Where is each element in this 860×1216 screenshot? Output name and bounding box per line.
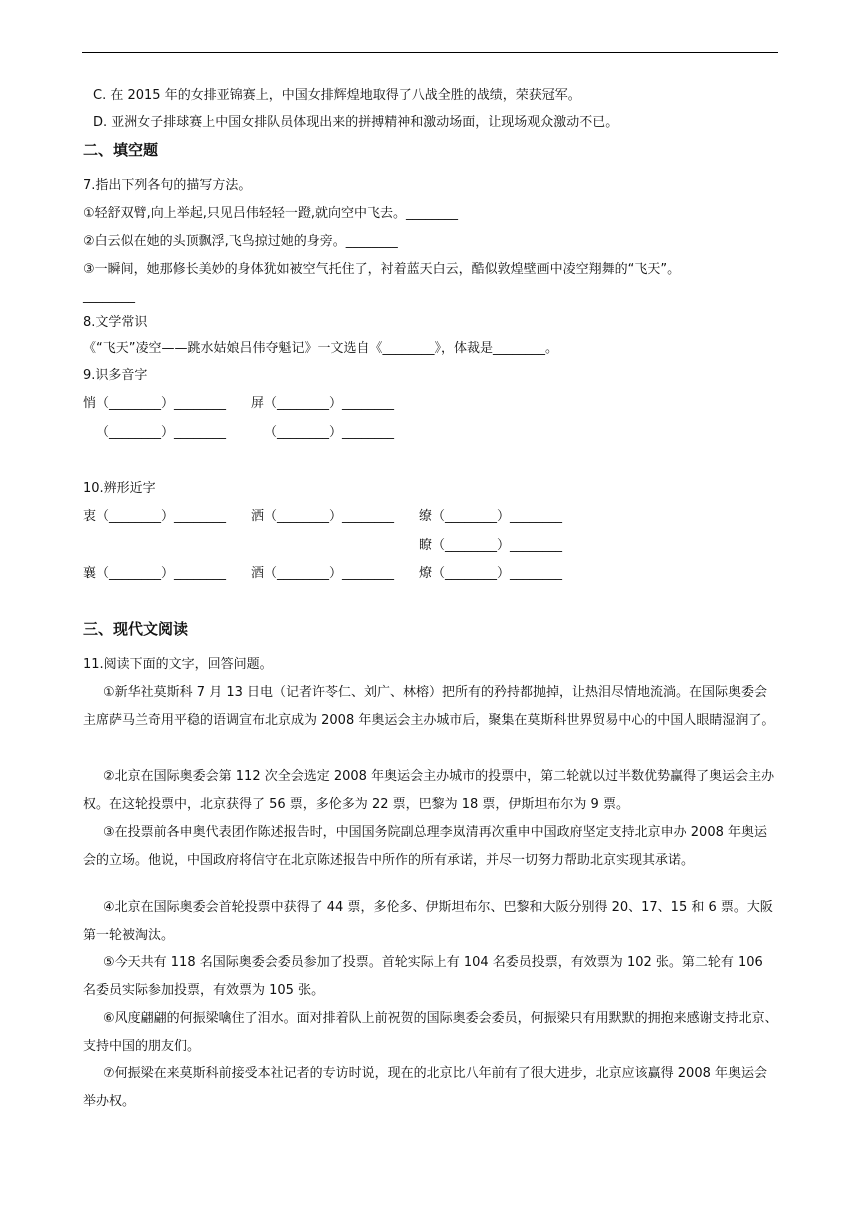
reading-paragraph: ②北京在国际奥委会第 112 次全会选定 2008 年奥运会主办城市的投票中，第二轮就以过半数优势赢得了奥运会主办权。在这轮投票中，北京获得了 56 票，多伦多为 22 票，巴黎为 18 票，伊斯坦布尔为 9 票。 [83,769,775,812]
q7-sentence-1: ①轻舒双臂,向上举起,只见吕伟轻轻一蹬,就向空中飞去。________ [83,206,459,221]
q9-row2-a: （________）________ [96,425,227,440]
q7-sentence-3: ③一瞬间，她那修长美妙的身体犹如被空气托住了，衬着蓝天白云，酷似敦煌壁画中凌空翔舞的“飞天”。 [83,262,681,277]
q8-text: 《“飞天”凌空——跳水姑娘吕伟夺魁记》一文选自《________》，体裁是________。 [83,341,558,356]
option-d: D. 亚洲女子排球赛上中国女排队员体现出来的拼搏精神和激动场面，让现场观众激动不已。 [93,115,619,130]
q7-sentence-2: ②白云似在她的头顶飘浮,飞鸟掠过她的身旁。________ [83,234,398,249]
option-c: C. 在 2015 年的女排亚锦赛上，中国女排辉煌地取得了八战全胜的战绩，荣获冠军。 [93,88,581,103]
header-rule [82,52,778,53]
q10-r3-c: 燎（________）________ [419,566,563,581]
q10-r3-b: 酒（________）________ [251,566,395,581]
q10-r1-b: 洒（________）________ [251,509,395,524]
reading-paragraph: ①新华社莫斯科 7 月 13 日电（记者许苓仁、刘广、林榕）把所有的矜持都抛掉，让热泪尽情地流淌。在国际奥委会主席萨马兰奇用平稳的语调宣布北京成为 2008 年奥运会主办城市后，聚集在莫斯科世界贸易中心的中国人眼睛湿润了。 [83,685,775,728]
q7-sentence-3-blank: ________ [83,289,135,304]
q8-stem: 8.文学常识 [83,315,148,330]
q9-stem: 9.识多音字 [83,368,148,383]
q9-row1-a: 悄（________）________ [83,396,227,411]
reading-paragraph: ⑤今天共有 118 名国际奥委会委员参加了投票。首轮实际上有 104 名委员投票，有效票为 102 张。第二轮有 106 名委员实际参加投票，有效票为 105 张。 [83,955,763,998]
q10-r1-c: 缭（________）________ [419,509,563,524]
q9-row1-b: 屏（________）________ [251,396,395,411]
q10-r2-c: 瞭（________）________ [419,538,563,553]
section-title-fill-blanks: 二、填空题 [83,141,159,159]
q9-row2-b: （________）________ [264,425,395,440]
q11-stem: 11.阅读下面的文字，回答问题。 [83,657,273,672]
q10-stem: 10.辨形近字 [83,481,156,496]
reading-paragraph: ⑦何振梁在来莫斯科前接受本社记者的专访时说，现在的北京比八年前有了很大进步，北京应该赢得 2008 年奥运会举办权。 [83,1066,768,1109]
section-title-reading: 三、现代文阅读 [83,620,189,638]
q10-r3-a: 襄（________）________ [83,566,227,581]
reading-paragraph: ⑥风度翩翩的何振梁噙住了泪水。面对排着队上前祝贺的国际奥委会委员，何振梁只有用默默的拥抱来感谢支持北京、支持中国的朋友们。 [83,1011,778,1054]
q7-stem: 7.指出下列各句的描写方法。 [83,178,252,193]
reading-paragraph: ③在投票前各申奥代表团作陈述报告时，中国国务院副总理李岚清再次重申中国政府坚定支持北京申办 2008 年奥运会的立场。他说，中国政府将信守在北京陈述报告中所作的所有承诺，并尽一切努力帮助北京实现其承诺。 [83,825,768,868]
q10-r1-a: 衷（________）________ [83,509,227,524]
reading-paragraph: ④北京在国际奥委会首轮投票中获得了 44 票，多伦多、伊斯坦布尔、巴黎和大阪分别得 20、17、15 和 6 票。大阪第一轮被淘汰。 [83,900,773,943]
